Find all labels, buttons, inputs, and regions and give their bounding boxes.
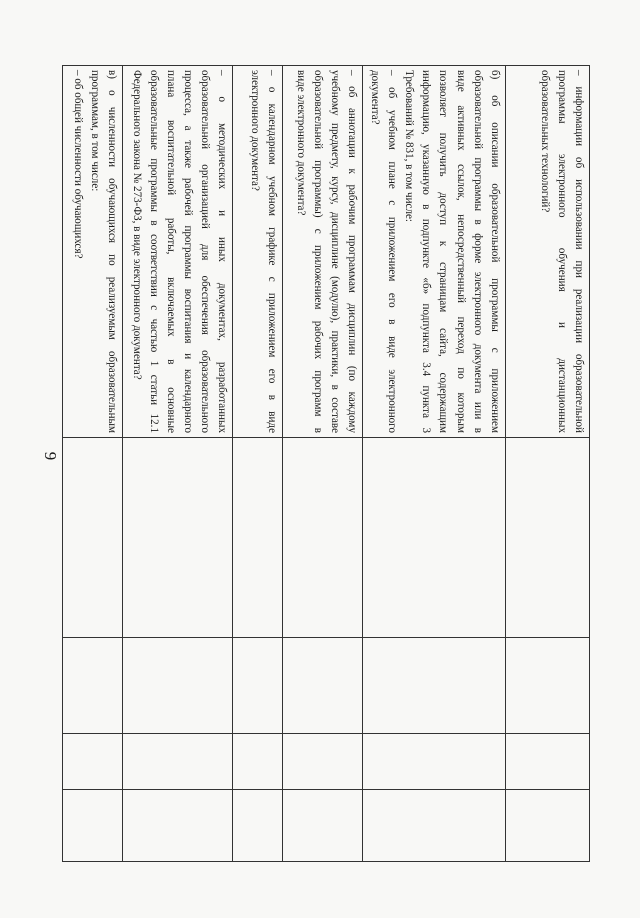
question-line: учебному предмету, курсу, дисциплине (модулю), практики, в составе: [329, 70, 342, 433]
empty-cell: [363, 734, 506, 790]
empty-cell: [363, 790, 506, 862]
empty-cell: [233, 734, 283, 790]
table-row: [233, 66, 283, 862]
empty-cell: [283, 638, 363, 734]
question-line: виде электронного документа?: [294, 70, 307, 216]
question-line: в) о численности обучающихся по реализуемым образовательным: [106, 70, 119, 433]
table-row: [506, 66, 590, 862]
empty-cell: [363, 438, 506, 638]
question-line: – об учебном плане с приложением его в виде электронного: [385, 70, 398, 433]
empty-cell: [233, 638, 283, 734]
empty-cell: [506, 734, 590, 790]
question-line: образовательной организацией для обеспечения образовательного: [199, 70, 212, 433]
question-cell: [233, 66, 283, 438]
question-line: процесса, а также рабочей программы воспитания и календарного: [182, 70, 195, 433]
question-line: образовательной программы в форме электронного документа или в: [471, 70, 484, 433]
question-cell: [506, 66, 590, 438]
question-line: Федерального закона № 273-ФЗ, в виде электронного документа?: [130, 70, 143, 380]
empty-cell: [283, 438, 363, 638]
question-line: документа?: [368, 70, 381, 125]
table-row: [63, 66, 123, 862]
question-cell: [283, 66, 363, 438]
question-line: плана воспитательной работы, включаемых в основные: [164, 70, 177, 433]
question-line: – о календарном учебном графике с приложением его в виде: [266, 70, 279, 433]
empty-cell: [283, 734, 363, 790]
table-row: [123, 66, 233, 862]
empty-cell: [63, 734, 123, 790]
question-line: программы электронного обучения и дистанционных: [555, 70, 568, 433]
page-number: 9: [41, 451, 60, 461]
empty-cell: [506, 438, 590, 638]
question-line: виде активных ссылок, непосредственный переход по которым: [454, 70, 467, 433]
question-line: – информации об использовании при реализации образовательной: [573, 70, 585, 433]
question-line: программам, в том числе:: [89, 70, 102, 192]
empty-cell: [506, 638, 590, 734]
empty-cell: [506, 790, 590, 862]
empty-cell: [233, 438, 283, 638]
empty-cell: [283, 790, 363, 862]
question-line: электронного документа?: [249, 70, 262, 191]
checklist-table: [63, 65, 591, 862]
empty-cell: [123, 790, 233, 862]
empty-cell: [63, 638, 123, 734]
question-line: образовательные программы в соответствии с частью 1 статьи 12.1: [147, 70, 160, 433]
rotated-table-wrapper: [72, 65, 590, 861]
empty-cell: [123, 638, 233, 734]
empty-cell: [123, 734, 233, 790]
question-line: – об аннотации к рабочим программам дисциплин (по каждому: [346, 70, 359, 433]
question-line: информацию, указанную в подпункте «б» подпункта 3.4 пункта 3: [420, 70, 433, 433]
question-cell: [363, 66, 506, 438]
empty-cell: [233, 790, 283, 862]
table-row: [283, 66, 363, 862]
question-line: Требований № 831, в том числе:: [403, 70, 416, 222]
empty-cell: [123, 438, 233, 638]
question-line: образовательной программы) с приложением рабочих программ в: [312, 70, 325, 433]
question-line: б) об описании образовательной программы с приложением: [489, 70, 501, 433]
question-line: – об общей численности обучающихся?: [72, 70, 85, 259]
question-line: позволяет получить доступ к страницам сайта, содержащим: [437, 70, 450, 433]
table-row: [363, 66, 506, 862]
question-line: образовательных технологий?: [538, 70, 551, 213]
empty-cell: [363, 638, 506, 734]
question-line: – о методических и иных документах, разработанных: [216, 70, 229, 433]
question-cell: [123, 66, 233, 438]
question-cell: [63, 66, 123, 438]
empty-cell: [63, 438, 123, 638]
empty-cell: [63, 790, 123, 862]
